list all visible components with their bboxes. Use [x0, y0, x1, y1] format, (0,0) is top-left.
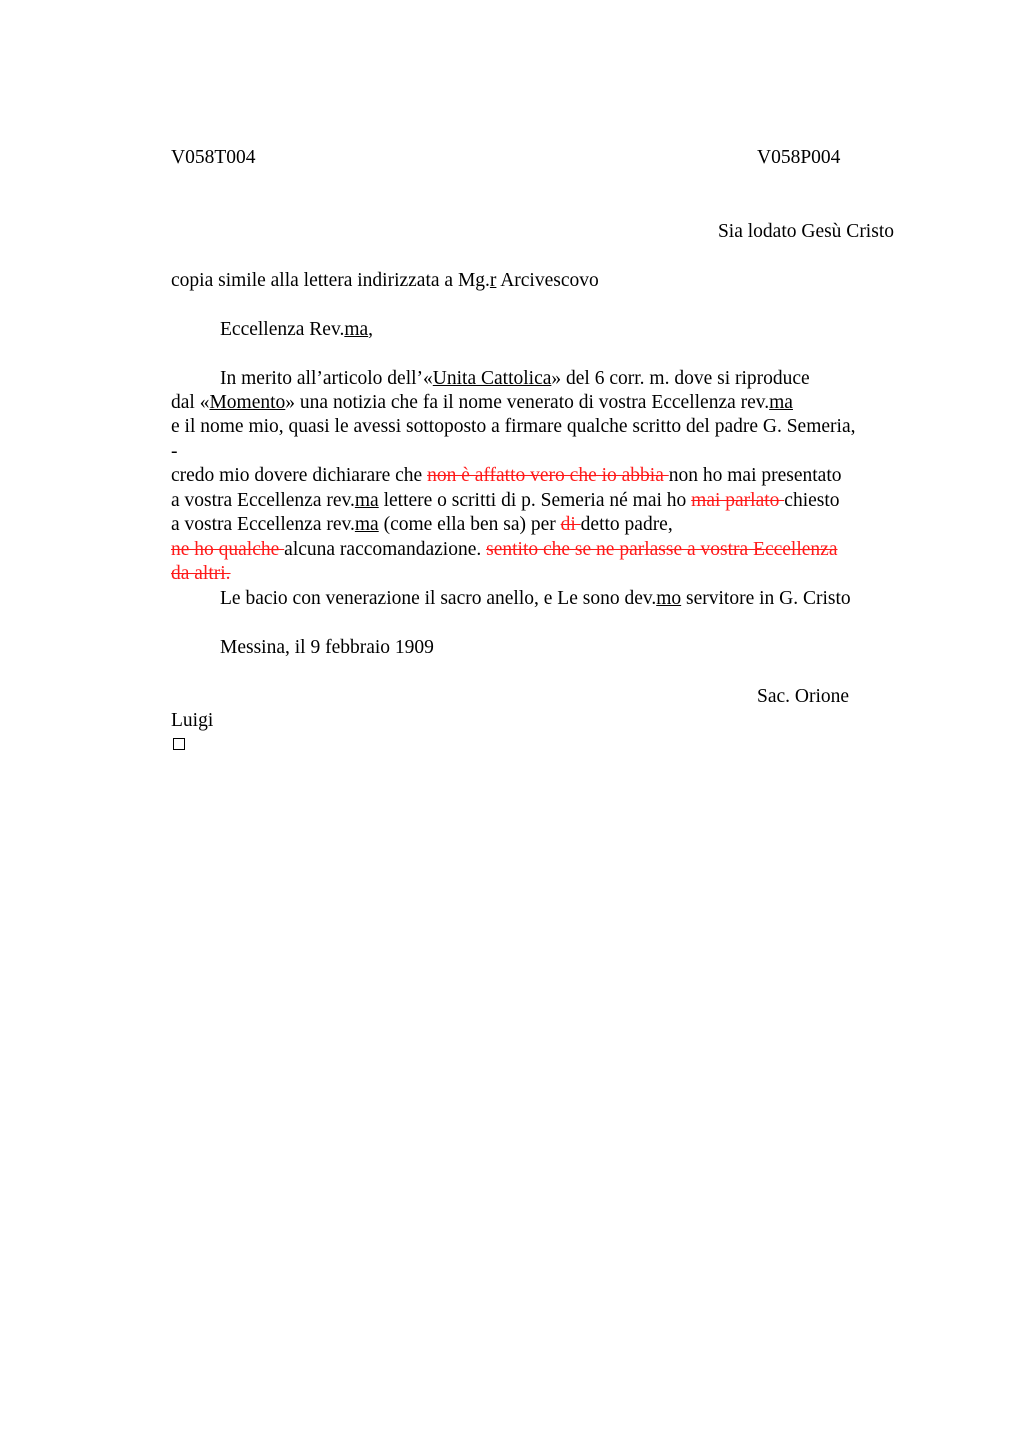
- body-line-6: a vostra Eccellenza rev.ma lettere o scritti di p. Semeria né mai ho mai parlato chiesto: [171, 490, 840, 511]
- deleted-text: ne ho qualche: [171, 539, 285, 560]
- body-line-2: dal «Momento» una notizia che fa il nome venerato di vostra Eccellenza rev.ma: [171, 392, 793, 413]
- deleted-text: di: [560, 514, 581, 535]
- invocation: Sia lodato Gesù Cristo: [717, 221, 894, 242]
- body-line-7: a vostra Eccellenza rev.ma (come ella ben sa) per di detto padre,: [171, 514, 673, 535]
- place-date: Messina, il 9 febbraio 1909: [220, 637, 434, 658]
- body-line-3: e il nome mio, quasi le avessi sottoposto a firmare qualche scritto del padre G. Semeria,: [171, 416, 856, 437]
- document-code-right: V058P004: [757, 147, 841, 168]
- body-line-5: credo mio dovere dichiarare che non è affatto vero che io abbia non ho mai presentato: [171, 465, 842, 486]
- signature-line-2: Luigi: [171, 710, 214, 731]
- copy-note: copia simile alla lettera indirizzata a Mg.r Arcivescovo: [171, 270, 599, 291]
- body-line-9: [171, 562, 901, 586]
- signature-line-1: Sac. Orione: [757, 686, 850, 707]
- body-line-4: -: [171, 441, 178, 462]
- body-line-1: In merito all’articolo dell’«Unita Cattolica» del 6 corr. m. dove si riproduce: [220, 368, 810, 389]
- deleted-text: non è affatto vero che io abbia: [427, 465, 669, 486]
- empty-box-icon: [173, 738, 185, 750]
- body-line-10: Le bacio con venerazione il sacro anello, e Le sono dev.mo servitore in G. Cristo: [220, 588, 851, 609]
- deleted-text: mai parlato: [691, 490, 785, 511]
- deleted-text: sentito che se ne parlasse a vostra Eccellenza: [486, 539, 838, 560]
- deleted-text: da altri.: [171, 563, 231, 584]
- salutation: Eccellenza Rev.ma,: [220, 319, 374, 340]
- document-code-left: V058T004: [171, 147, 256, 168]
- body-line-8: ne ho qualche alcuna raccomandazione. sentito che se ne parlasse a vostra Eccellenza: [171, 539, 838, 560]
